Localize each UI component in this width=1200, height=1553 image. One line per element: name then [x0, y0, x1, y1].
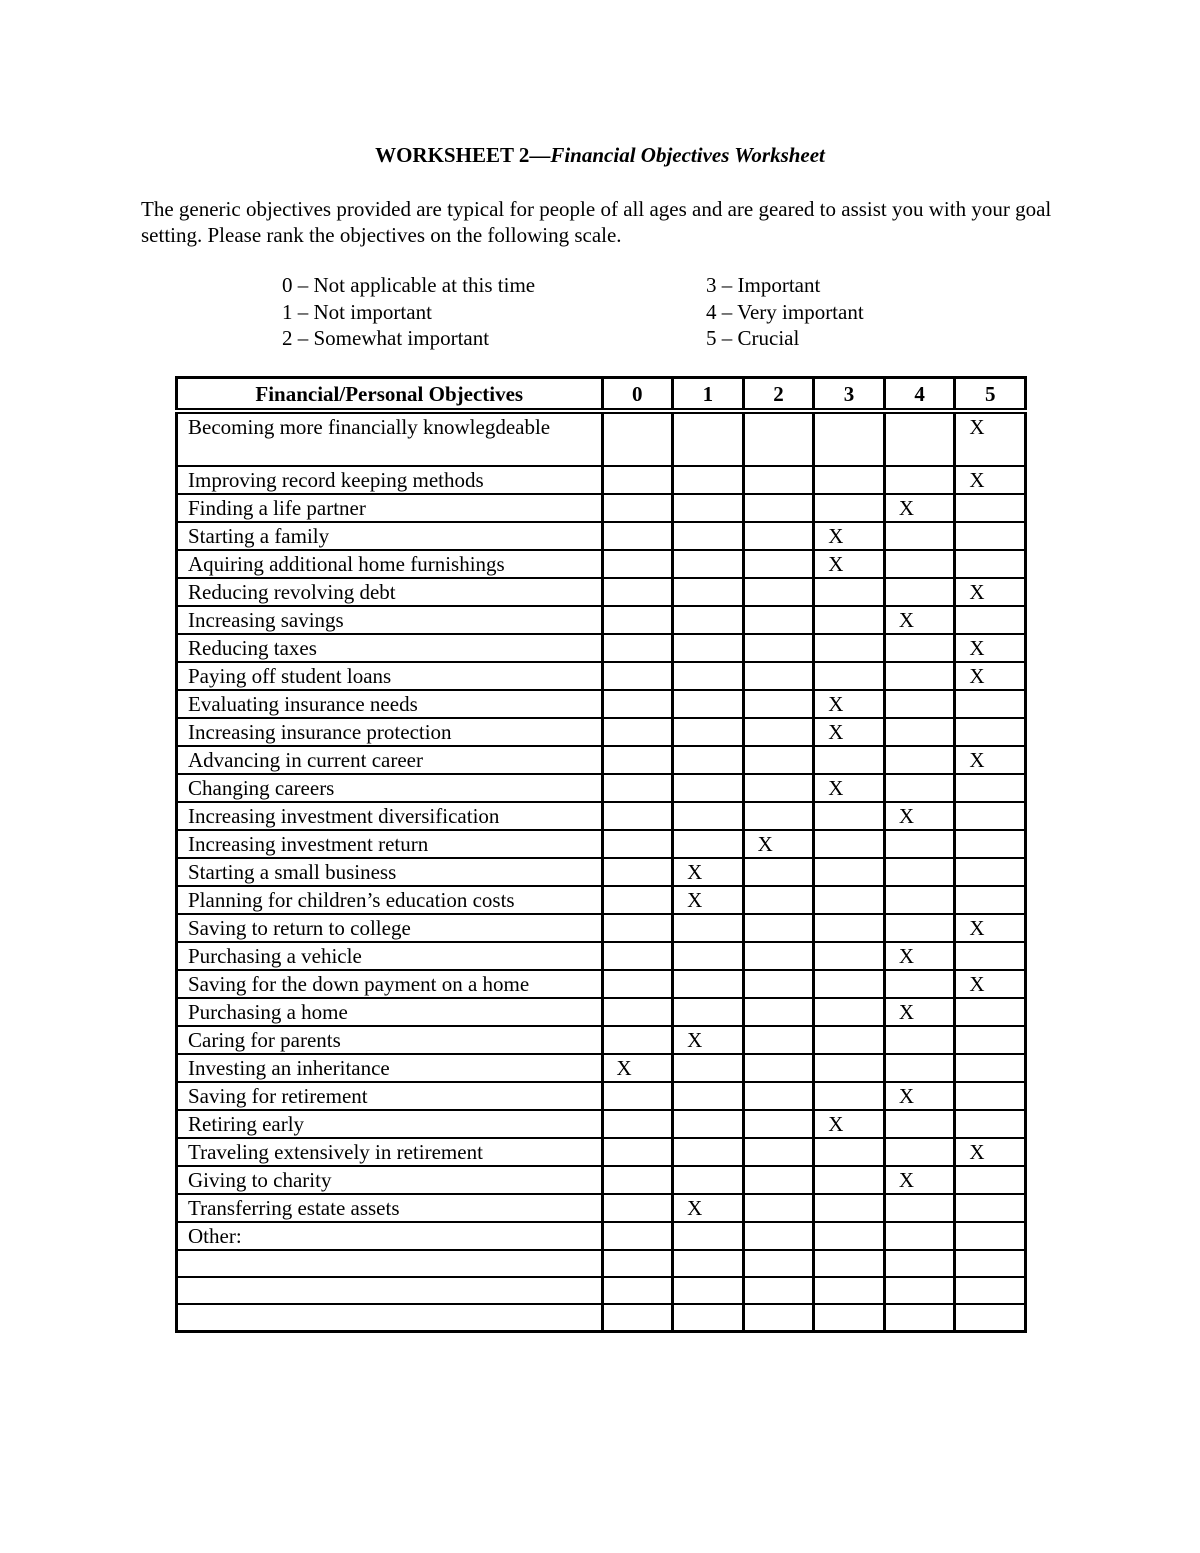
rating-cell-2[interactable] — [743, 1082, 814, 1110]
objective-label: Reducing revolving debt — [177, 578, 603, 606]
rating-cell-3[interactable] — [814, 746, 885, 774]
rating-cell-1[interactable] — [673, 606, 744, 634]
objective-label: Purchasing a home — [177, 998, 603, 1026]
table-row — [177, 970, 1026, 998]
rating-cell-0[interactable] — [602, 1166, 673, 1194]
rating-cell-4[interactable]: X — [884, 998, 955, 1026]
rating-cell-5[interactable]: X — [955, 1138, 1026, 1166]
rating-cell-3[interactable] — [814, 411, 885, 466]
rating-cell-0[interactable] — [602, 1304, 673, 1332]
rating-cell-0[interactable] — [602, 830, 673, 858]
rating-cell-3[interactable] — [814, 1304, 885, 1332]
rating-cell-5[interactable]: X — [955, 662, 1026, 690]
rating-cell-2[interactable] — [743, 1304, 814, 1332]
objective-label: Saving for retirement — [177, 1082, 603, 1110]
table-row — [177, 1054, 1026, 1082]
rating-cell-4[interactable] — [884, 550, 955, 578]
rating-cell-3[interactable] — [814, 1222, 885, 1250]
rating-cell-4[interactable] — [884, 914, 955, 942]
rating-cell-0[interactable] — [602, 1222, 673, 1250]
rating-cell-5[interactable] — [955, 1277, 1026, 1304]
objective-label: Increasing investment return — [177, 830, 603, 858]
rating-cell-1[interactable] — [673, 522, 744, 550]
rating-cell-1[interactable] — [673, 578, 744, 606]
rating-cell-0[interactable]: X — [602, 1054, 673, 1082]
table-row — [177, 1222, 1026, 1250]
table-row — [177, 1026, 1026, 1054]
table-row — [177, 662, 1026, 690]
rating-cell-3[interactable] — [814, 1026, 885, 1054]
rating-cell-5[interactable] — [955, 886, 1026, 914]
rating-scale-right-column — [706, 272, 864, 352]
objective-label: Traveling extensively in retirement — [177, 1138, 603, 1166]
rating-cell-4[interactable] — [884, 1026, 955, 1054]
rating-cell-2[interactable] — [743, 1222, 814, 1250]
rating-cell-5[interactable] — [955, 858, 1026, 886]
scale-item-0: 0 – Not applicable at this time — [282, 273, 536, 297]
rating-cell-1[interactable] — [673, 690, 744, 718]
rating-cell-0[interactable] — [602, 942, 673, 970]
rating-cell-0[interactable] — [602, 494, 673, 522]
rating-cell-4[interactable] — [884, 522, 955, 550]
rating-cell-2[interactable] — [743, 578, 814, 606]
objective-label: Retiring early — [177, 1110, 603, 1138]
objective-label: Finding a life partner — [177, 494, 603, 522]
rating-cell-2[interactable] — [743, 662, 814, 690]
rating-cell-3[interactable]: X — [814, 522, 885, 550]
table-row — [177, 886, 1026, 914]
rating-cell-4[interactable] — [884, 466, 955, 494]
scale-item-4: 4 – Very important — [706, 299, 864, 324]
objectives-table — [175, 376, 1027, 1333]
rating-cell-5[interactable] — [955, 550, 1026, 578]
objective-label: Changing careers — [177, 774, 603, 802]
rating-cell-4[interactable] — [884, 690, 955, 718]
table-row — [177, 1194, 1026, 1222]
rating-cell-1[interactable] — [673, 634, 744, 662]
rating-cell-4[interactable] — [884, 1194, 955, 1222]
scale-item-1: 1 – Not important — [282, 299, 432, 324]
rating-cell-2[interactable] — [743, 802, 814, 830]
rating-cell-0[interactable] — [602, 774, 673, 802]
rating-cell-5[interactable]: X — [955, 634, 1026, 662]
table-header-row — [177, 378, 1026, 412]
rating-cell-4[interactable] — [884, 1304, 955, 1332]
table-row — [177, 634, 1026, 662]
table-row — [177, 998, 1026, 1026]
rating-cell-5[interactable] — [955, 1082, 1026, 1110]
rating-cell-5[interactable] — [955, 774, 1026, 802]
rating-cell-0[interactable] — [602, 578, 673, 606]
rating-cell-1[interactable] — [673, 1250, 744, 1277]
objective-label: Planning for children’s education costs — [177, 886, 603, 914]
rating-cell-2[interactable] — [743, 634, 814, 662]
rating-cell-1[interactable]: X — [673, 858, 744, 886]
table-row — [177, 774, 1026, 802]
table-row — [177, 550, 1026, 578]
rating-cell-1[interactable] — [673, 411, 744, 466]
rating-cell-3[interactable] — [814, 662, 885, 690]
table-row — [177, 802, 1026, 830]
rating-cell-4[interactable] — [884, 1250, 955, 1277]
objective-label: Saving to return to college — [177, 914, 603, 942]
rating-cell-1[interactable] — [673, 970, 744, 998]
objective-label — [177, 1304, 603, 1332]
rating-cell-0[interactable] — [602, 746, 673, 774]
rating-cell-3[interactable] — [814, 970, 885, 998]
table-row — [177, 494, 1026, 522]
rating-cell-3[interactable] — [814, 1166, 885, 1194]
rating-cell-1[interactable] — [673, 774, 744, 802]
rating-cell-3[interactable]: X — [814, 690, 885, 718]
rating-cell-0[interactable] — [602, 550, 673, 578]
rating-cell-2[interactable] — [743, 1110, 814, 1138]
rating-cell-2[interactable] — [743, 1194, 814, 1222]
rating-cell-5[interactable]: X — [955, 411, 1026, 466]
table-row — [177, 746, 1026, 774]
rating-cell-0[interactable] — [602, 522, 673, 550]
rating-cell-1[interactable] — [673, 1222, 744, 1250]
rating-cell-5[interactable]: X — [955, 578, 1026, 606]
rating-cell-2[interactable] — [743, 494, 814, 522]
scale-item-5: 5 – Crucial — [706, 326, 800, 350]
rating-cell-4[interactable] — [884, 411, 955, 466]
objective-label: Evaluating insurance needs — [177, 690, 603, 718]
rating-cell-1[interactable]: X — [673, 1026, 744, 1054]
rating-cell-5[interactable] — [955, 998, 1026, 1026]
rating-cell-1[interactable] — [673, 662, 744, 690]
rating-cell-1[interactable] — [673, 746, 744, 774]
rating-cell-5[interactable] — [955, 1222, 1026, 1250]
header-rating-4: 4 — [884, 378, 955, 412]
rating-cell-1[interactable] — [673, 998, 744, 1026]
rating-cell-5[interactable] — [955, 802, 1026, 830]
header-rating-3: 3 — [814, 378, 885, 412]
rating-cell-1[interactable] — [673, 1304, 744, 1332]
rating-cell-4[interactable]: X — [884, 606, 955, 634]
table-row — [177, 1304, 1026, 1332]
rating-cell-3[interactable] — [814, 914, 885, 942]
rating-cell-1[interactable]: X — [673, 1194, 744, 1222]
rating-cell-1[interactable] — [673, 718, 744, 746]
header-objectives: Financial/Personal Objectives — [177, 378, 603, 412]
rating-cell-0[interactable] — [602, 998, 673, 1026]
rating-cell-3[interactable] — [814, 1082, 885, 1110]
rating-cell-0[interactable] — [602, 858, 673, 886]
rating-cell-0[interactable] — [602, 662, 673, 690]
rating-cell-4[interactable] — [884, 1054, 955, 1082]
rating-cell-4[interactable]: X — [884, 802, 955, 830]
rating-cell-4[interactable] — [884, 578, 955, 606]
rating-cell-2[interactable] — [743, 606, 814, 634]
rating-cell-2[interactable] — [743, 1054, 814, 1082]
rating-cell-3[interactable] — [814, 1250, 885, 1277]
objective-label: Purchasing a vehicle — [177, 942, 603, 970]
rating-cell-0[interactable] — [602, 1110, 673, 1138]
rating-cell-1[interactable] — [673, 942, 744, 970]
rating-cell-0[interactable] — [602, 466, 673, 494]
rating-cell-4[interactable] — [884, 970, 955, 998]
objective-label — [177, 1277, 603, 1304]
scale-item-3: 3 – Important — [706, 273, 821, 297]
rating-cell-0[interactable] — [602, 802, 673, 830]
rating-cell-5[interactable] — [955, 1250, 1026, 1277]
table-row — [177, 942, 1026, 970]
rating-cell-0[interactable] — [602, 718, 673, 746]
rating-cell-0[interactable] — [602, 1082, 673, 1110]
rating-cell-4[interactable] — [884, 634, 955, 662]
rating-cell-2[interactable] — [743, 1138, 814, 1166]
rating-cell-2[interactable] — [743, 774, 814, 802]
worksheet-title-italic: Financial Objectives Worksheet — [550, 143, 825, 167]
rating-cell-5[interactable] — [955, 1304, 1026, 1332]
rating-cell-3[interactable] — [814, 998, 885, 1026]
rating-cell-1[interactable] — [673, 1277, 744, 1304]
rating-cell-3[interactable] — [814, 830, 885, 858]
rating-cell-4[interactable]: X — [884, 1166, 955, 1194]
rating-cell-3[interactable]: X — [814, 550, 885, 578]
rating-cell-0[interactable] — [602, 886, 673, 914]
rating-cell-5[interactable] — [955, 718, 1026, 746]
rating-cell-3[interactable] — [814, 606, 885, 634]
header-rating-0: 0 — [602, 378, 673, 412]
objective-label: Saving for the down payment on a home — [177, 970, 603, 998]
rating-cell-2[interactable] — [743, 1277, 814, 1304]
rating-cell-4[interactable] — [884, 662, 955, 690]
rating-cell-5[interactable] — [955, 1054, 1026, 1082]
rating-cell-3[interactable] — [814, 578, 885, 606]
rating-cell-0[interactable] — [602, 606, 673, 634]
rating-cell-0[interactable] — [602, 914, 673, 942]
table-row — [177, 718, 1026, 746]
rating-cell-0[interactable] — [602, 690, 673, 718]
rating-cell-0[interactable] — [602, 1194, 673, 1222]
rating-cell-4[interactable] — [884, 774, 955, 802]
rating-cell-1[interactable] — [673, 1138, 744, 1166]
table-row — [177, 690, 1026, 718]
rating-cell-4[interactable] — [884, 830, 955, 858]
rating-cell-3[interactable] — [814, 634, 885, 662]
rating-cell-2[interactable] — [743, 970, 814, 998]
rating-cell-3[interactable] — [814, 858, 885, 886]
rating-cell-3[interactable] — [814, 494, 885, 522]
rating-cell-4[interactable] — [884, 746, 955, 774]
rating-cell-5[interactable]: X — [955, 466, 1026, 494]
rating-cell-5[interactable] — [955, 522, 1026, 550]
rating-cell-0[interactable] — [602, 970, 673, 998]
table-row — [177, 1277, 1026, 1304]
rating-cell-2[interactable] — [743, 1250, 814, 1277]
table-row — [177, 858, 1026, 886]
rating-cell-2[interactable] — [743, 914, 814, 942]
rating-cell-5[interactable]: X — [955, 970, 1026, 998]
rating-cell-0[interactable] — [602, 634, 673, 662]
rating-cell-5[interactable]: X — [955, 914, 1026, 942]
rating-cell-3[interactable] — [814, 1054, 885, 1082]
rating-cell-2[interactable] — [743, 886, 814, 914]
worksheet-title — [0, 142, 1200, 168]
objective-label: Increasing insurance protection — [177, 718, 603, 746]
rating-cell-2[interactable] — [743, 746, 814, 774]
objective-label: Caring for parents — [177, 1026, 603, 1054]
rating-cell-2[interactable] — [743, 998, 814, 1026]
objective-label: Becoming more financially knowlegdeable — [177, 411, 603, 466]
table-row — [177, 466, 1026, 494]
objective-label: Improving record keeping methods — [177, 466, 603, 494]
rating-cell-4[interactable] — [884, 1110, 955, 1138]
rating-cell-1[interactable] — [673, 914, 744, 942]
rating-cell-4[interactable]: X — [884, 1082, 955, 1110]
rating-cell-2[interactable] — [743, 858, 814, 886]
table-row — [177, 1250, 1026, 1277]
rating-cell-2[interactable] — [743, 1026, 814, 1054]
rating-cell-1[interactable] — [673, 830, 744, 858]
rating-cell-0[interactable] — [602, 1250, 673, 1277]
rating-cell-2[interactable] — [743, 1166, 814, 1194]
table-row — [177, 1138, 1026, 1166]
rating-cell-4[interactable] — [884, 1277, 955, 1304]
objective-label: Starting a small business — [177, 858, 603, 886]
rating-cell-2[interactable] — [743, 466, 814, 494]
rating-cell-4[interactable] — [884, 886, 955, 914]
table-row — [177, 578, 1026, 606]
header-rating-2: 2 — [743, 378, 814, 412]
rating-cell-5[interactable] — [955, 606, 1026, 634]
objective-label: Paying off student loans — [177, 662, 603, 690]
rating-cell-4[interactable] — [884, 858, 955, 886]
rating-cell-1[interactable] — [673, 1110, 744, 1138]
table-row — [177, 522, 1026, 550]
rating-cell-3[interactable] — [814, 1138, 885, 1166]
rating-cell-2[interactable] — [743, 411, 814, 466]
rating-cell-5[interactable] — [955, 1110, 1026, 1138]
objective-label — [177, 1250, 603, 1277]
intro-paragraph: The generic objectives provided are typical for people of all ages and are geared to assist you with your goal setting. Please rank the objectives on the following scale. — [141, 197, 1052, 247]
rating-cell-1[interactable] — [673, 1166, 744, 1194]
rating-cell-1[interactable] — [673, 466, 744, 494]
objective-label: Increasing savings — [177, 606, 603, 634]
objective-label: Reducing taxes — [177, 634, 603, 662]
rating-cell-4[interactable] — [884, 1138, 955, 1166]
objective-label: Transferring estate assets — [177, 1194, 603, 1222]
rating-cell-1[interactable] — [673, 1054, 744, 1082]
header-rating-5: 5 — [955, 378, 1026, 412]
scale-item-2: 2 – Somewhat important — [282, 326, 490, 350]
objective-label: Advancing in current career — [177, 746, 603, 774]
rating-cell-3[interactable] — [814, 1194, 885, 1222]
rating-cell-2[interactable] — [743, 942, 814, 970]
rating-cell-0[interactable] — [602, 1026, 673, 1054]
rating-cell-1[interactable] — [673, 802, 744, 830]
objectives-table-body — [177, 411, 1026, 1332]
rating-cell-5[interactable]: X — [955, 746, 1026, 774]
table-row — [177, 1082, 1026, 1110]
rating-cell-0[interactable] — [602, 1277, 673, 1304]
rating-cell-4[interactable]: X — [884, 494, 955, 522]
rating-cell-5[interactable] — [955, 690, 1026, 718]
rating-cell-5[interactable] — [955, 494, 1026, 522]
rating-cell-3[interactable] — [814, 942, 885, 970]
rating-cell-3[interactable]: X — [814, 1110, 885, 1138]
rating-cell-2[interactable]: X — [743, 830, 814, 858]
table-row — [177, 830, 1026, 858]
objective-label: Other: — [177, 1222, 603, 1250]
rating-cell-5[interactable] — [955, 942, 1026, 970]
rating-cell-3[interactable] — [814, 466, 885, 494]
rating-cell-4[interactable] — [884, 1222, 955, 1250]
rating-cell-0[interactable] — [602, 411, 673, 466]
rating-cell-3[interactable] — [814, 802, 885, 830]
rating-cell-5[interactable] — [955, 1026, 1026, 1054]
objective-label: Aquiring additional home furnishings — [177, 550, 603, 578]
objective-label: Giving to charity — [177, 1166, 603, 1194]
rating-cell-5[interactable] — [955, 1194, 1026, 1222]
rating-cell-1[interactable] — [673, 550, 744, 578]
rating-cell-0[interactable] — [602, 1138, 673, 1166]
objective-label: Investing an inheritance — [177, 1054, 603, 1082]
rating-cell-1[interactable] — [673, 494, 744, 522]
rating-cell-1[interactable] — [673, 1082, 744, 1110]
rating-cell-4[interactable] — [884, 718, 955, 746]
rating-cell-4[interactable]: X — [884, 942, 955, 970]
rating-cell-3[interactable]: X — [814, 718, 885, 746]
rating-cell-3[interactable] — [814, 886, 885, 914]
rating-cell-5[interactable] — [955, 1166, 1026, 1194]
objective-label: Starting a family — [177, 522, 603, 550]
rating-cell-3[interactable] — [814, 1277, 885, 1304]
rating-scale-left-column — [282, 272, 535, 352]
table-row — [177, 1166, 1026, 1194]
header-rating-1: 1 — [673, 378, 744, 412]
rating-cell-5[interactable] — [955, 830, 1026, 858]
rating-cell-1[interactable]: X — [673, 886, 744, 914]
rating-cell-2[interactable] — [743, 550, 814, 578]
rating-cell-2[interactable] — [743, 690, 814, 718]
table-row — [177, 914, 1026, 942]
objective-label: Increasing investment diversification — [177, 802, 603, 830]
table-row — [177, 1110, 1026, 1138]
rating-cell-3[interactable]: X — [814, 774, 885, 802]
worksheet-title-main: WORKSHEET 2— — [375, 143, 551, 167]
rating-cell-2[interactable] — [743, 718, 814, 746]
table-row — [177, 606, 1026, 634]
table-row — [177, 411, 1026, 466]
rating-cell-2[interactable] — [743, 522, 814, 550]
